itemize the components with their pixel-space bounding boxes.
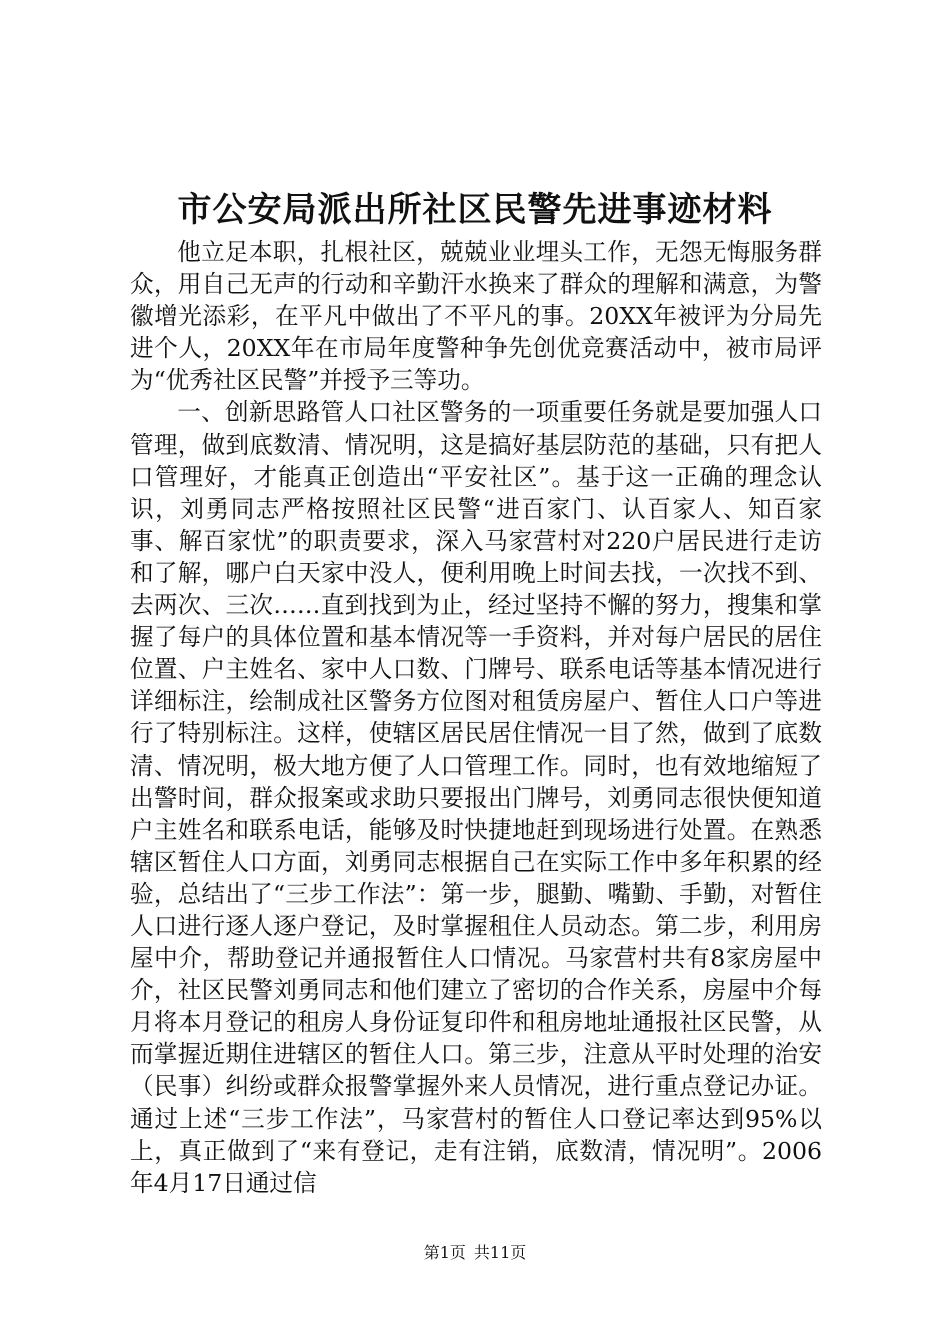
page-footer <box>0 1242 950 1264</box>
paragraph-section-one: 一、创新思路管人口社区警务的一项重要任务就是要加强人口管理，做到底数清、情况明，这是搞好基层防范的基础，只有把人口管理好，才能真正创造出“平安社区”。基于这一正确的理念认识，刘勇同志严格按照社区民警“进百家门、认百家人、知百家事、解百家忧”的职责要求，深入马家营村对220户居民进行走访和了解，哪户白天家中没人，便利用晚上时间去找，一次找不到、去两次、三次……直到找到为止，经过坚持不懈的努力，搜集和掌握了每户的具体位置和基本情况等一手资料，并对每户居民的居住位置、户主姓名、家中人口数、门牌号、联系电话等基本情况进行详细标注，绘制成社区警务方位图对租赁房屋户、暂住人口户等进行了特别标注。这样，使辖区居民居住情况一目了然，做到了底数清、情况明，极大地方便了人口管理工作。同时，也有效地缩短了出警时间，群众报案或求助只要报出门牌号，刘勇同志很快便知道户主姓名和联系电话，能够及时快捷地赶到现场进行处置。在熟悉辖区暂住人口方面，刘勇同志根据自己在实际工作中多年积累的经验，总结出了“三步工作法”：第一步，腿勤、嘴勤、手勤，对暂住人口进行逐人逐户登记，及时掌握租住人员动态。第二步，利用房屋中介，帮助登记并通报暂住人口情况。马家营村共有8家房屋中介，社区民警刘勇同志和他们建立了密切的合作关系，房屋中介每月将本月登记的租房人身份证复印件和租房地址通报社区民警，从而掌握近期住进辖区的暂住人口。第三步，注意从平时处理的治安（民事）纠纷或群众报警掌握外来人员情况，进行重点登记办证。通过上述“三步工作法”，马家营村的暂住人口登记率达到95%以上，真正做到了“来有登记，走有注销，底数清，情况明”。2006年4月17日通过信 <box>130 398 822 1197</box>
paragraph-intro: 他立足本职，扎根社区，兢兢业业埋头工作，无怨无悔服务群众，用自己无声的行动和辛勤汗水换来了群众的理解和满意，为警徽增光添彩，在平凡中做出了不平凡的事。20XX年被评为分局先进个人，20XX年在市局年度警种争先创优竞赛活动中，被市局评为“优秀社区民警”并授予三等功。 <box>130 238 822 395</box>
document-body <box>130 236 822 1199</box>
page-number: 第1页 <box>423 1243 466 1262</box>
page-total: 共11页 <box>473 1243 527 1262</box>
document-title: 市公安局派出所社区民警先进事迹材料 <box>177 190 773 230</box>
